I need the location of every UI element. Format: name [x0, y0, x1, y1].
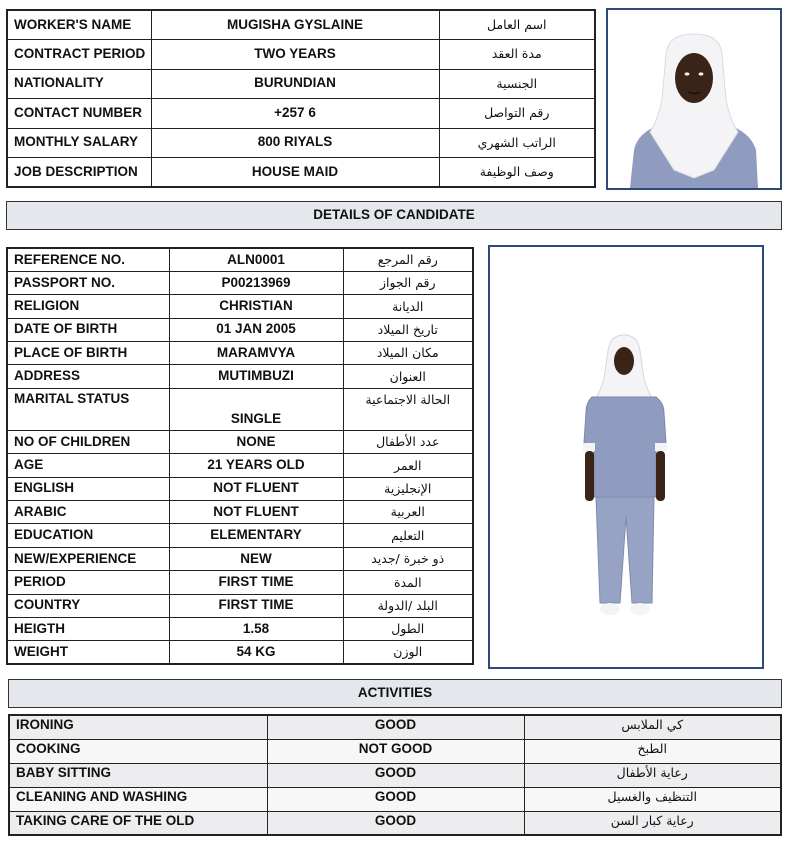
row-arabic-label: الوزن: [343, 641, 473, 664]
row-value: CHRISTIAN: [169, 295, 343, 318]
table-row: [7, 342, 473, 365]
row-label: PLACE OF BIRTH: [7, 342, 169, 365]
activity-value: GOOD: [267, 763, 524, 787]
row-label: ENGLISH: [7, 477, 169, 500]
table-row: [7, 388, 473, 430]
row-arabic-label: رقم الجواز: [343, 271, 473, 294]
row-value: +257 6: [151, 99, 439, 129]
table-row: [7, 158, 595, 188]
table-row: [7, 617, 473, 640]
row-label: NEW/EXPERIENCE: [7, 547, 169, 570]
table-row: [7, 477, 473, 500]
row-value: NOT FLUENT: [169, 477, 343, 500]
row-label: ADDRESS: [7, 365, 169, 388]
table-row: [7, 571, 473, 594]
row-label: MARITAL STATUS: [7, 388, 169, 430]
activity-arabic-label: كي الملابس: [524, 715, 781, 739]
table-row: [7, 248, 473, 271]
row-arabic-label: اسم العامل: [439, 10, 595, 40]
row-label: JOB DESCRIPTION: [7, 158, 151, 188]
row-arabic-label: وصف الوظيفة: [439, 158, 595, 188]
row-label: MONTHLY SALARY: [7, 128, 151, 158]
activity-value: NOT GOOD: [267, 739, 524, 763]
row-arabic-label: رقم التواصل: [439, 99, 595, 129]
activity-arabic-label: التنظيف والغسيل: [524, 787, 781, 811]
portrait-photo: [606, 8, 782, 190]
table-row: [9, 715, 781, 739]
row-arabic-label: الجنسية: [439, 69, 595, 99]
activity-label: TAKING CARE OF THE OLD: [9, 811, 267, 835]
row-value: NEW: [169, 547, 343, 570]
table-row: [7, 99, 595, 129]
worker-info-table: [6, 9, 596, 188]
row-arabic-label: رقم المرجع: [343, 248, 473, 271]
row-label: COUNTRY: [7, 594, 169, 617]
row-label: NO OF CHILDREN: [7, 430, 169, 453]
activity-value: GOOD: [267, 787, 524, 811]
table-row: [7, 40, 595, 70]
row-value: 01 JAN 2005: [169, 318, 343, 341]
row-value: NONE: [169, 430, 343, 453]
row-arabic-label: عدد الأطفال: [343, 430, 473, 453]
table-row: [7, 10, 595, 40]
row-arabic-label: العمر: [343, 454, 473, 477]
row-arabic-label: الديانة: [343, 295, 473, 318]
activity-label: COOKING: [9, 739, 267, 763]
activity-arabic-label: الطبخ: [524, 739, 781, 763]
table-row: [7, 128, 595, 158]
row-label: EDUCATION: [7, 524, 169, 547]
activity-label: IRONING: [9, 715, 267, 739]
row-arabic-label: الإنجليزية: [343, 477, 473, 500]
activities-header: ACTIVITIES: [8, 679, 782, 708]
row-value: SINGLE: [169, 388, 343, 430]
row-label: DATE OF BIRTH: [7, 318, 169, 341]
row-label: AGE: [7, 454, 169, 477]
row-arabic-label: الحالة الاجتماعية: [343, 388, 473, 430]
row-arabic-label: مدة العقد: [439, 40, 595, 70]
details-of-candidate-header: DETAILS OF CANDIDATE: [6, 201, 782, 230]
table-row: [9, 739, 781, 763]
row-label: PERIOD: [7, 571, 169, 594]
row-arabic-label: التعليم: [343, 524, 473, 547]
row-label: HEIGTH: [7, 617, 169, 640]
row-value: MUGISHA GYSLAINE: [151, 10, 439, 40]
table-row: [9, 787, 781, 811]
activity-arabic-label: رعاية كبار السن: [524, 811, 781, 835]
row-value: BURUNDIAN: [151, 69, 439, 99]
row-value: ELEMENTARY: [169, 524, 343, 547]
row-value: HOUSE MAID: [151, 158, 439, 188]
row-label: NATIONALITY: [7, 69, 151, 99]
table-row: [7, 318, 473, 341]
table-row: [7, 271, 473, 294]
row-arabic-label: المدة: [343, 571, 473, 594]
row-value: FIRST TIME: [169, 594, 343, 617]
row-value: ALN0001: [169, 248, 343, 271]
row-label: PASSPORT NO.: [7, 271, 169, 294]
table-row: [7, 295, 473, 318]
row-arabic-label: مكان الميلاد: [343, 342, 473, 365]
row-label: WEIGHT: [7, 641, 169, 664]
table-row: [9, 811, 781, 835]
table-row: [7, 365, 473, 388]
table-row: [7, 547, 473, 570]
table-row: [7, 501, 473, 524]
table-row: [7, 641, 473, 664]
row-label: REFERENCE NO.: [7, 248, 169, 271]
table-row: [9, 763, 781, 787]
row-value: FIRST TIME: [169, 571, 343, 594]
row-value: P00213969: [169, 271, 343, 294]
row-arabic-label: البلد /الدولة: [343, 594, 473, 617]
row-value: 800 RIYALS: [151, 128, 439, 158]
row-value: MUTIMBUZI: [169, 365, 343, 388]
row-value: 21 YEARS OLD: [169, 454, 343, 477]
activities-table: [8, 714, 782, 836]
row-arabic-label: العربية: [343, 501, 473, 524]
activity-label: CLEANING AND WASHING: [9, 787, 267, 811]
activity-value: GOOD: [267, 715, 524, 739]
table-row: [7, 524, 473, 547]
row-value: TWO YEARS: [151, 40, 439, 70]
candidate-details-table: [6, 247, 474, 665]
row-value: 54 KG: [169, 641, 343, 664]
row-arabic-label: الطول: [343, 617, 473, 640]
table-row: [7, 594, 473, 617]
portrait-illustration: [608, 10, 780, 188]
full-length-photo: [488, 245, 764, 669]
table-row: [7, 430, 473, 453]
row-label: CONTACT NUMBER: [7, 99, 151, 129]
row-label: WORKER'S NAME: [7, 10, 151, 40]
row-value: NOT FLUENT: [169, 501, 343, 524]
activity-value: GOOD: [267, 811, 524, 835]
table-row: [7, 454, 473, 477]
row-label: CONTRACT PERIOD: [7, 40, 151, 70]
row-label: ARABIC: [7, 501, 169, 524]
activity-label: BABY SITTING: [9, 763, 267, 787]
row-arabic-label: العنوان: [343, 365, 473, 388]
table-row: [7, 69, 595, 99]
row-value: 1.58: [169, 617, 343, 640]
row-arabic-label: ذو خبرة /جديد: [343, 547, 473, 570]
row-arabic-label: تاريخ الميلاد: [343, 318, 473, 341]
row-arabic-label: الراتب الشهري: [439, 128, 595, 158]
activity-arabic-label: رعاية الأطفال: [524, 763, 781, 787]
row-value: MARAMVYA: [169, 342, 343, 365]
row-label: RELIGION: [7, 295, 169, 318]
full-length-illustration: [490, 247, 762, 667]
